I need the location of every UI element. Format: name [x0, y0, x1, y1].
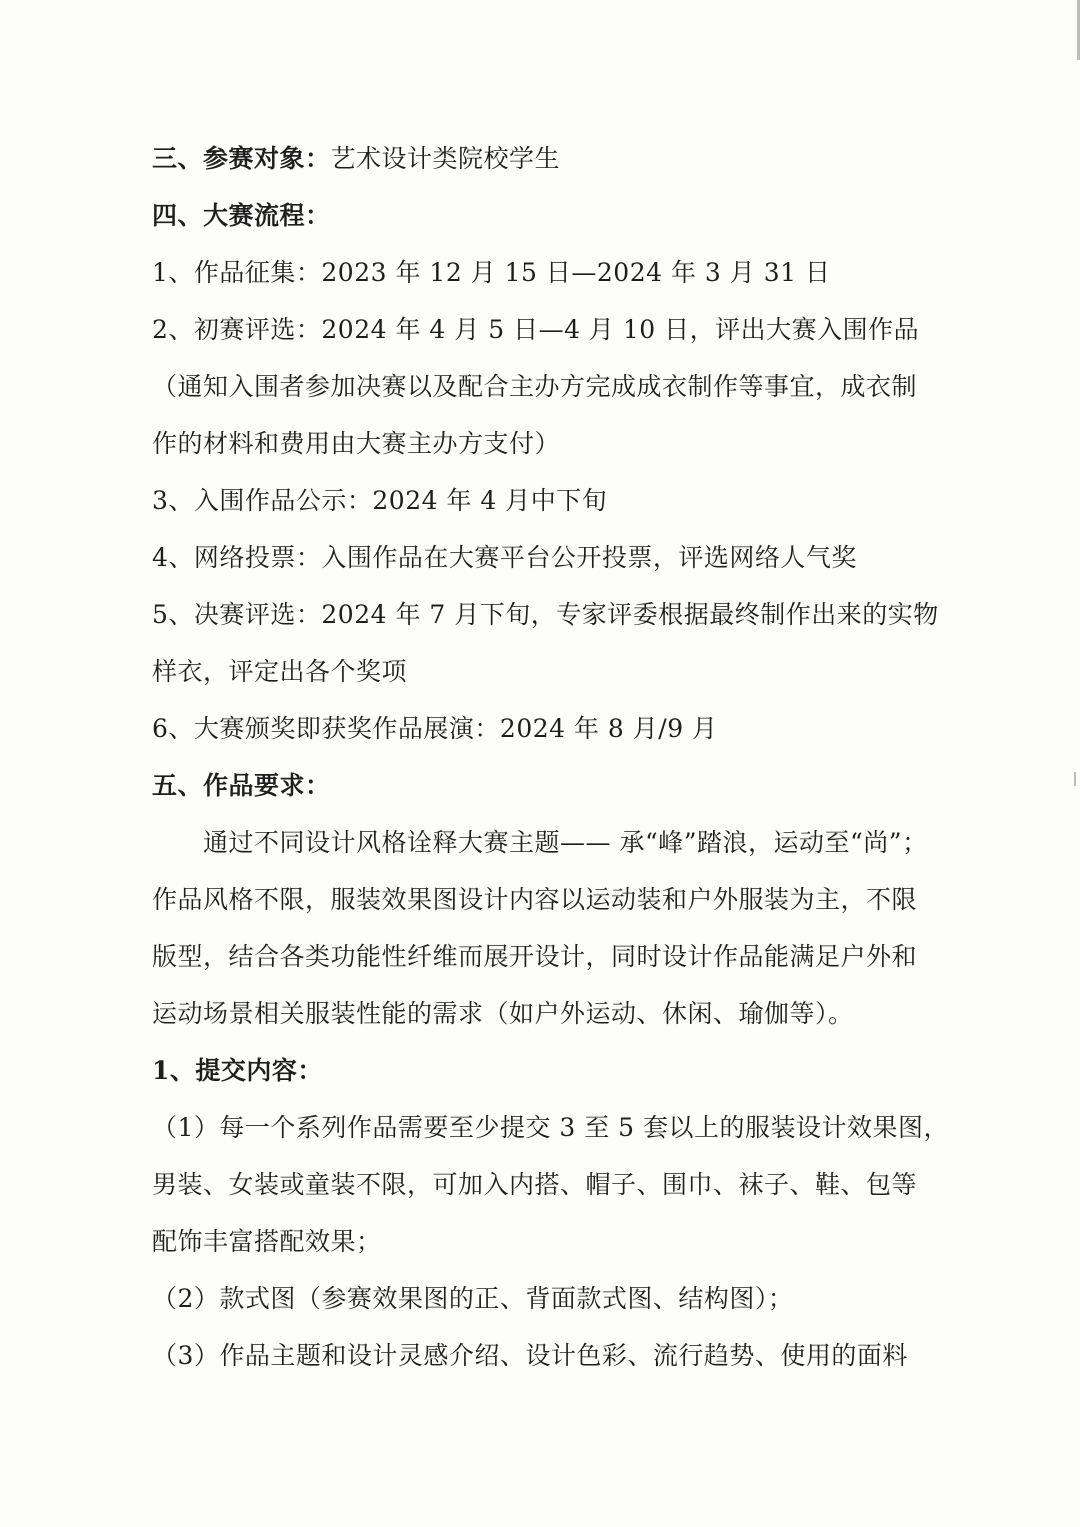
process-step-4: 4、网络投票：入围作品在大赛平台公开投票，评选网络人气奖	[152, 543, 857, 572]
submission-item-1-line-2: 男装、女装或童装不限，可加入内搭、帽子、围巾、袜子、鞋、包等	[152, 1170, 918, 1199]
process-step-1: 1、作品征集：2023 年 12 月 15 日—2024 年 3 月 31 日	[152, 258, 831, 287]
submission-heading: 1、提交内容：	[152, 1056, 323, 1085]
section-3-heading	[152, 142, 922, 176]
process-step-2-note-line-1: （通知入围者参加决赛以及配合主办方完成成衣制作等事宜，成衣制	[152, 372, 918, 401]
process-step-6: 6、大赛颁奖即获奖作品展演：2024 年 8 月/9 月	[152, 714, 718, 743]
submission-item-3: （3）作品主题和设计灵感介绍、设计色彩、流行趋势、使用的面料	[152, 1341, 908, 1370]
process-step-2: 2、初赛评选：2024 年 4 月 5 日—4 月 10 日，评出大赛入围作品	[152, 315, 920, 344]
process-step-2-note-line-2: 作的材料和费用由大赛主办方支付）	[152, 429, 561, 458]
process-step-3: 3、入围作品公示：2024 年 4 月中下旬	[152, 486, 608, 515]
section-5-heading: 五、作品要求：	[152, 771, 331, 800]
requirements-paragraph-line-4: 运动场景相关服装性能的需求（如户外运动、休闲、瑜伽等）。	[152, 999, 854, 1028]
process-step-5-cont: 样衣，评定出各个奖项	[152, 657, 408, 686]
requirements-paragraph-line-1: 通过不同设计风格诠释大赛主题—— 承“峰”踏浪，运动至“尚”；	[203, 828, 928, 857]
requirements-paragraph-line-3: 版型，结合各类功能性纤维而展开设计，同时设计作品能满足户外和	[152, 942, 918, 971]
section-4-heading: 四、大赛流程：	[152, 201, 331, 230]
submission-item-2: （2）款式图（参赛效果图的正、背面款式图、结构图）；	[152, 1284, 794, 1313]
section-3-title: 三、参赛对象：	[152, 144, 331, 173]
submission-item-1-line-3: 配饰丰富搭配效果；	[152, 1227, 382, 1256]
process-step-5: 5、决赛评选：2024 年 7 月下旬，专家评委根据最终制作出来的实物	[152, 600, 939, 629]
section-3-text: 艺术设计类院校学生	[330, 144, 561, 173]
scan-edge-mark	[1074, 772, 1076, 786]
submission-item-1-line-1: （1）每一个系列作品需要至少提交 3 至 5 套以上的服装设计效果图，	[152, 1113, 950, 1142]
requirements-paragraph-line-2: 作品风格不限，服装效果图设计内容以运动装和户外服装为主，不限	[152, 885, 918, 914]
